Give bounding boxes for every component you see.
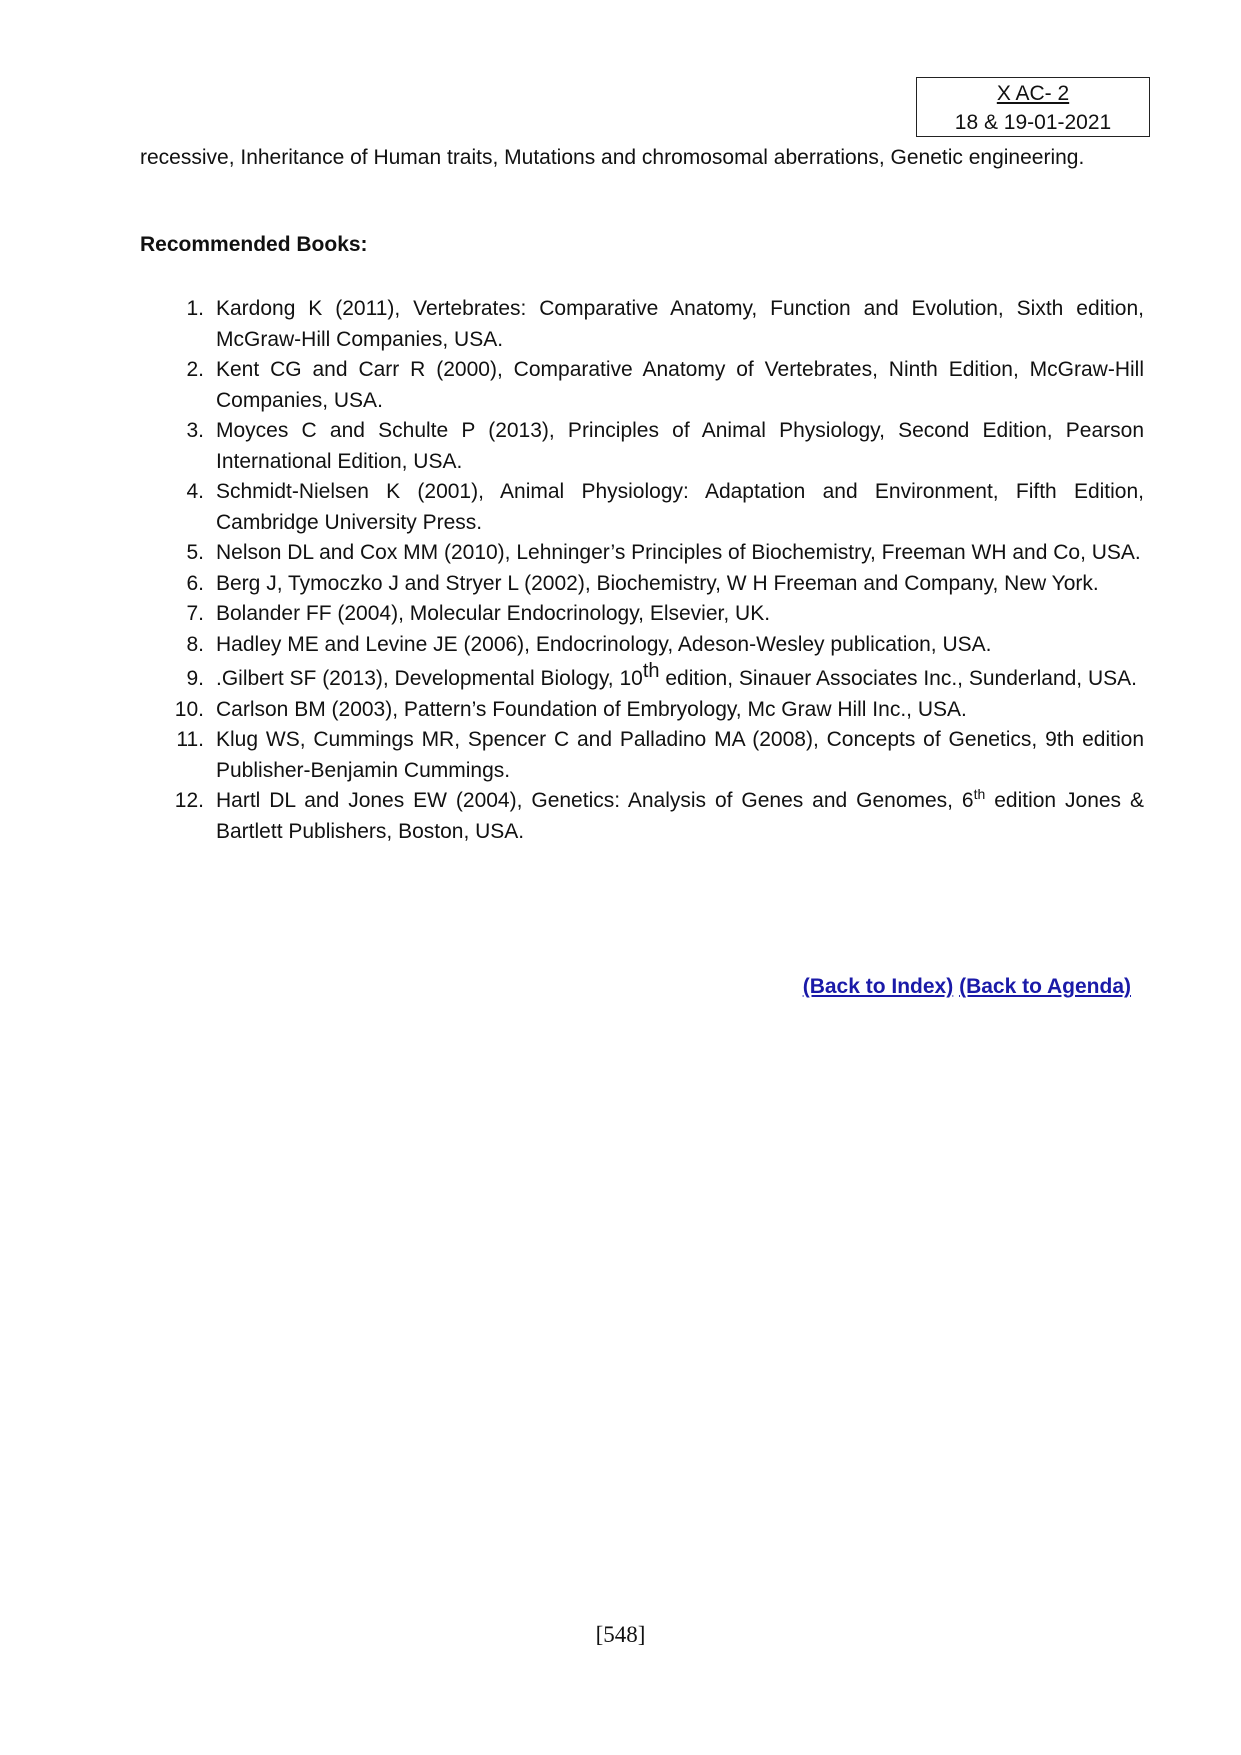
book-citation: Kardong K (2011), Vertebrates: Comparative Anatomy, Function and Evolution, Sixth edition, McGraw-Hill Companies, USA. bbox=[216, 297, 1144, 351]
book-citation: Nelson DL and Cox MM (2010), Lehninger’s Principles of Biochemistry, Freeman WH and Co, USA. bbox=[216, 541, 1141, 564]
book-citation-end: edition Jones & Bartlett Publishers, Boston, USA. bbox=[216, 789, 1144, 843]
book-number: 10. bbox=[174, 697, 204, 721]
book-item bbox=[140, 660, 1144, 695]
book-number: 9. bbox=[186, 667, 204, 690]
reference-box bbox=[916, 77, 1150, 137]
book-number: 11. bbox=[176, 728, 204, 751]
book-citation: Hadley ME and Levine JE (2006), Endocrinology, Adeson-Wesley publication, USA. bbox=[216, 632, 992, 656]
book-item bbox=[140, 599, 1144, 630]
book-item bbox=[140, 630, 1144, 661]
book-citation: Carlson BM (2003), Pattern’s Foundation of Embryology, Mc Graw Hill Inc., USA. bbox=[216, 697, 967, 721]
recommended-books-heading: Recommended Books: bbox=[140, 233, 368, 256]
navigation-links bbox=[803, 975, 1131, 999]
book-number: 7. bbox=[186, 602, 204, 625]
book-number: 1. bbox=[186, 297, 204, 320]
back-to-agenda-link[interactable]: (Back to Agenda) bbox=[959, 975, 1131, 998]
book-citation: Berg J, Tymoczko J and Stryer L (2002), Biochemistry, W H Freeman and Company, New York. bbox=[216, 571, 1099, 595]
book-list bbox=[140, 294, 1144, 847]
book-number: 6. bbox=[186, 571, 204, 595]
meeting-date: 18 & 19-01-2021 bbox=[954, 111, 1112, 134]
book-citation: Moyces C and Schulte P (2013), Principles of Animal Physiology, Second Edition, Pearson International Edition, USA. bbox=[216, 419, 1144, 473]
book-item bbox=[140, 355, 1144, 416]
book-item bbox=[140, 477, 1144, 538]
book-item bbox=[140, 538, 1144, 569]
book-citation: Schmidt-Nielsen K (2001), Animal Physiology: Adaptation and Environment, Fifth Edition, Cambridge University Press. bbox=[216, 480, 1144, 534]
book-number: 8. bbox=[186, 632, 204, 656]
book-item bbox=[140, 569, 1144, 600]
book-citation: Bolander FF (2004), Molecular Endocrinology, Elsevier, UK. bbox=[216, 602, 771, 625]
ordinal-superscript: th bbox=[973, 786, 986, 802]
book-citation-start: Hartl DL and Jones EW (2004), Genetics: Analysis of Genes and Genomes, 6 bbox=[216, 789, 974, 812]
book-number: 12. bbox=[174, 789, 204, 812]
book-item bbox=[140, 416, 1144, 477]
book-citation-start: .Gilbert SF (2013), Developmental Biology, 10 bbox=[216, 667, 643, 690]
book-citation-end: edition, Sinauer Associates Inc., Sunderland, USA. bbox=[659, 667, 1137, 690]
reference-code: X AC- 2 bbox=[996, 82, 1070, 105]
book-item bbox=[140, 786, 1144, 847]
book-number: 5. bbox=[186, 541, 204, 564]
book-citation: Kent CG and Carr R (2000), Comparative Anatomy of Vertebrates, Ninth Edition, McGraw-Hill Companies, USA. bbox=[216, 358, 1144, 412]
book-item bbox=[140, 294, 1144, 355]
page-number: [548] bbox=[595, 1622, 646, 1647]
book-item bbox=[140, 695, 1144, 726]
book-number: 4. bbox=[186, 480, 204, 503]
book-number: 2. bbox=[186, 358, 204, 381]
book-number: 3. bbox=[186, 419, 204, 442]
intro-paragraph: recessive, Inheritance of Human traits, Mutations and chromosomal aberrations, Genetic engineering. bbox=[140, 146, 1085, 169]
ordinal-superscript: th bbox=[642, 660, 660, 682]
book-citation: Klug WS, Cummings MR, Spencer C and Palladino MA (2008), Concepts of Genetics, 9th edition Publisher-Benjamin Cummings. bbox=[216, 728, 1144, 782]
book-item bbox=[140, 725, 1144, 786]
back-to-index-link[interactable]: (Back to Index) bbox=[802, 975, 954, 998]
